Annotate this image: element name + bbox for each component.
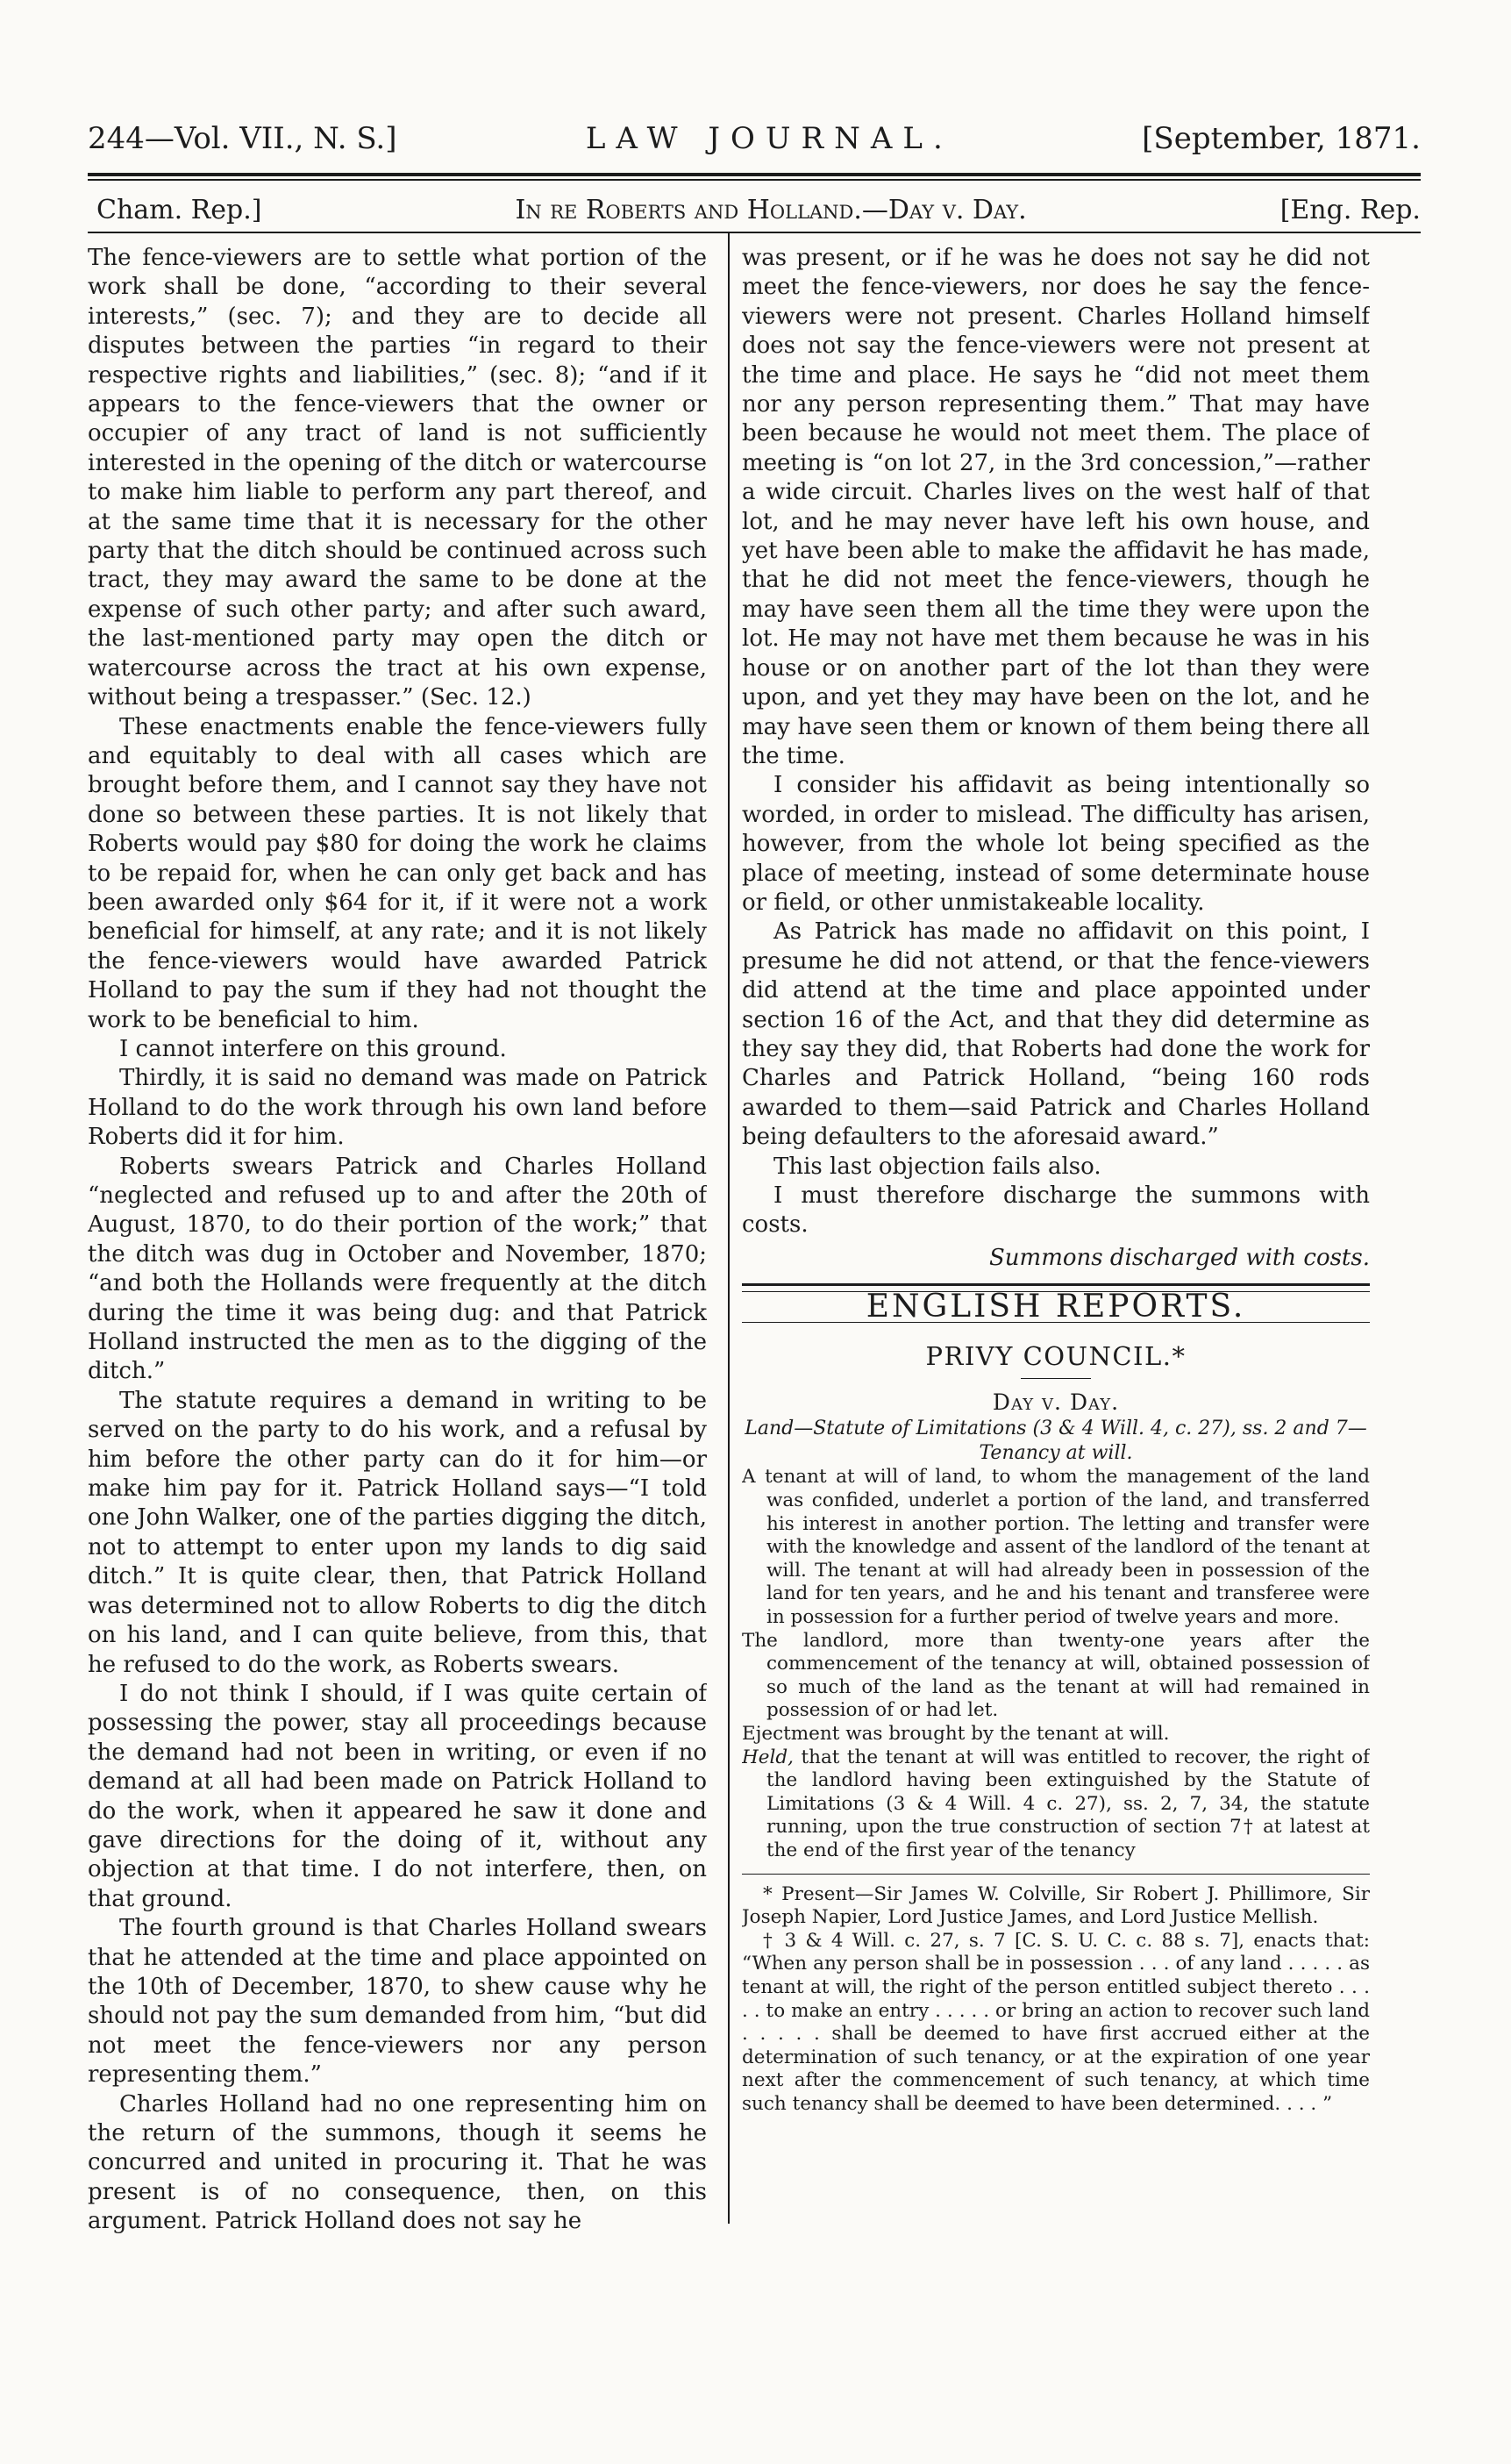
paragraph: I consider his affidavit as being intentionally so worded, in order to mislead. The difficulty has arisen, however, from the whole lot being specified as the place of meeting, instead of some determinate house or field, or other unmistakeable locality. (742, 772, 1370, 916)
paragraph: The statute requires a demand in writing to be served on the party to do his work, and a refusal by him before the other party can do it for him—or make him pay for it. Patrick Holland says—“I told one John Walker, one of the parties digging the ditch, not to attempt to enter upon my lands to dig said ditch.” It is quite clear, then, that Patrick Holland was determined not to allow Roberts to dig the ditch on his land, and I can quite believe, from this, that he refused to do the work, as Roberts swears. (88, 1387, 707, 1678)
case-header-center: In re Roberts and Holland.—Day v. Day. (515, 195, 1027, 225)
right-column (742, 244, 1370, 2253)
paragraph: The fourth ground is that Charles Holland swears that he attended at the time and place appointed on the 10th of December, 1870, to shew cause why he should not pay the sum demanded from him, “but did not meet the fence-viewers nor any person representing them.” (88, 1915, 707, 2089)
headnote: Held, that the tenant at will was entitled to recover, the right of the landlord having been extinguished by the Statute of Limitations (3 & 4 Will. 4 c. 27), ss. 2, 7, 34, the statute running, upon the true construction of section 7† at latest at the end of the first year of the tenancy (742, 1746, 1370, 1861)
held-label: Held, (742, 1746, 794, 1768)
footnotes (742, 1883, 1370, 2117)
journal-title: LAW JOURNAL. (585, 121, 953, 156)
column-divider (728, 232, 730, 2224)
running-header (88, 121, 1421, 156)
case-header-right: [Eng. Rep. (1279, 195, 1421, 225)
headnote-title: Land—Statute of Limitations (3 & 4 Will. 4, c. 27), ss. 2 and 7—Tenancy at will. (745, 1418, 1367, 1465)
issue-date: [September, 1871. (1142, 121, 1421, 156)
paragraph: was present, or if he was he does not say he did not meet the fence-viewers, nor does he say the fence-viewers were not present. Charles Holland himself does not say the fence-viewers were not present at the time and place. He says he “did not meet them nor any person representing them.” That may have been because he would not meet them. The place of meeting is “on lot 27, in the 3rd concession,”—rather a wide circuit. Charles lives on the west half of that lot, and he may never have left his own house, and yet have been able to make the affidavit he has made, that he did not meet the fence-viewers, though he may have seen them all the time they were upon the lot. He may not have met them because he was in his house or on another part of the lot than they were upon, and yet they may have been on the lot, and he may have seen them or known of them being there all the time. (742, 245, 1370, 769)
court-rule (1021, 1378, 1091, 1379)
judgment-signoff: Summons discharged with costs. (989, 1244, 1370, 1271)
headnotes (742, 1466, 1370, 1862)
paragraph: These enactments enable the fence-viewers fully and equitably to deal with all cases which are brought before them, and I cannot say they have not done so between these parties. It is not likely that Roberts would pay $80 for doing the work he claims to be repaid for, when he can only get back and has been awarded only $64 for it, if it were not a work beneficial for himself, at any rate; and it is not likely the fence-viewers would have awarded Patrick Holland to pay the sum if they had not thought the work to be beneficial to him. (88, 713, 707, 1033)
headnote: A tenant at will of land, to whom the management of the land was confided, underlet a portion of the land, and transferred his interest in another portion. The letting and transfer were with the knowledge and assent of the landlord of the tenant at will. The tenant at will had already been in possession of the land for ten years, and he and his tenant and transferee were in possession for a further period of twelve years and more. (742, 1466, 1370, 1628)
case-header-left: Cham. Rep.] (96, 195, 262, 225)
paragraph: This last objection fails also. (773, 1153, 1101, 1180)
header-rule-thin (88, 179, 1421, 181)
section-title: ENGLISH REPORTS. (866, 1289, 1246, 1325)
footnote: * Present—Sir James W. Colville, Sir Robert J. Phillimore, Sir Joseph Napier, Lord Justice James, and Lord Justice Mellish. (742, 1882, 1370, 1929)
paragraph: The fence-viewers are to settle what portion of the work shall be done, “according to their several interests,” (sec. 7); and they are to decide all disputes between the parties “in regard to their respective rights and liabilities,” (sec. 8); “and if it appears to the fence-viewers that the owner or occupier of any tract of land is not sufficiently interested in the opening of the ditch or watercourse to make him liable to perform any part thereof, and at the same time that it is necessary for the other party that the ditch should be continued across such tract, they may award the same to be done at the expense of such other party; and after such award, the last-mentioned party may open the ditch or watercourse across the tract at his own expense, without being a trespasser.” (Sec. 12.) (88, 245, 707, 711)
page-reference: 244—Vol. VII., N. S.] (88, 121, 397, 156)
headnote: Ejectment was brought by the tenant at will. (742, 1722, 1170, 1745)
footnote: † 3 & 4 Will. c. 27, s. 7 [C. S. U. C. c. 88 s. 7], enacts that: “When any person shall be in possession . . . of any land . . . . . as tenant at will, the right of the person entitled subject thereto . . . . . to make an entry . . . . . or bring an action to recover such land . . . . . shall be deemed to have first accrued either at the determination of such tenancy, or at the expiration of one year next after the commencement of such tenancy, at which time such tenancy shall be deemed to have been determined. . . . ” (742, 1929, 1370, 2115)
paragraph: Charles Holland had no one representing him on the return of the summons, though it seems he concurred and united in procuring it. That he was present is of no consequence, then, on this argument. Patrick Holland does not say he (88, 2090, 707, 2235)
footnote-rule (742, 1874, 1370, 1875)
paragraph: I must therefore discharge the summons with costs. (742, 1182, 1370, 1239)
case-header (96, 195, 1421, 226)
court-name: PRIVY COUNCIL.* (925, 1340, 1187, 1371)
header-rule-thick (88, 173, 1421, 176)
paragraph: As Patrick has made no affidavit on this point, I presume he did not attend, or that the fence-viewers did attend at the time and place appointed under section 16 of the Act, and that they did determine as they say they did, that Roberts had done the work for Charles and Patrick Holland, “being 160 rods awarded to them—said Patrick and Charles Holland being defaulters to the aforesaid award.” (742, 918, 1370, 1151)
case-header-rule (88, 232, 1421, 233)
headnote: The landlord, more than twenty-one years after the commencement of the tenancy at will, obtained possession of so much of the land as the tenant at will had remained in possession of or had let. (742, 1629, 1370, 1722)
case-name: Day v. Day. (992, 1389, 1120, 1416)
paragraph: I cannot interfere on this ground. (119, 1035, 507, 1062)
left-column (88, 244, 707, 2244)
paragraph: I do not think I should, if I was quite certain of possessing the power, stay all proceedings because the demand had not been in writing, or even if no demand at all had been made on Patrick Holland to do the work, when it appeared he saw it done and gave directions for the doing of it, without any objection at that time. I do not interfere, then, on that ground. (88, 1680, 707, 1912)
paragraph: Roberts swears Patrick and Charles Holland “neglected and refused up to and after the 20th of August, 1870, to do their portion of the work;” that the ditch was dug in October and November, 1870; “and both the Hollands were frequently at the ditch during the time it was being dug: and that Patrick Holland instructed the men as to the digging of the ditch.” (88, 1153, 707, 1385)
paragraph: Thirdly, it is said no demand was made on Patrick Holland to do the work through his own land before Roberts did it for him. (88, 1065, 707, 1151)
